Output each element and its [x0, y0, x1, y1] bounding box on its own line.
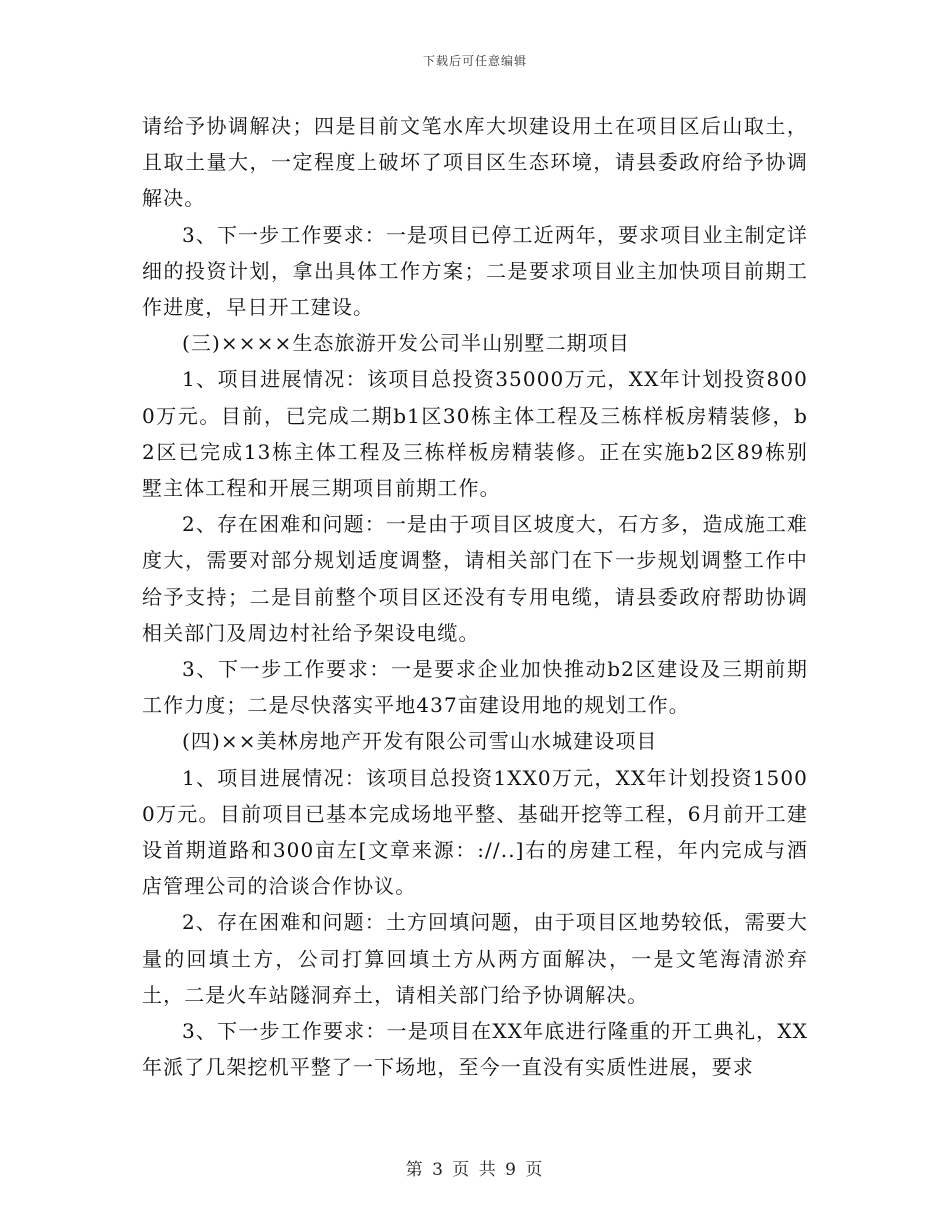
- page-header: 下载后可任意编辑: [422, 54, 527, 68]
- paragraph-2: 3、下一步工作要求：一是项目已停工近两年，要求项目业主制定详细的投资计划，拿出具体工作方案；二是要求项目业主加快项目前期工作进度，早日开工建设。: [142, 222, 808, 320]
- paragraph-6: 3、下一步工作要求：一是要求企业加快推动b2区建设及三期前期工作力度；二是尽快落实平地437亩建设用地的规划工作。: [142, 657, 808, 718]
- paragraph-4: 1、项目进展情况：该项目总投资35000万元，XX年计划投资8000万元。目前，已完成二期b1区30栋主体工程及三栋样板房精装修，b2区已完成13栋主体工程及三栋样板房精装修。正在实施b2区89栋别墅主体工程和开展三期项目前期工作。: [142, 367, 808, 501]
- paragraph-10: 3、下一步工作要求：一是项目在XX年底进行隆重的开工典礼，XX年派了几架挖机平整了一下场地，至今一直没有实质性进展，要求: [142, 1019, 808, 1080]
- document-body: [142, 108, 808, 1085]
- section-heading-3: (三)××××生态旅游开发公司半山别墅二期项目: [182, 331, 630, 356]
- paragraph-5: 2、存在困难和问题：一是由于项目区坡度大，石方多，造成施工难度大，需要对部分规划适度调整，请相关部门在下一步规划调整工作中给予支持；二是目前整个项目区还没有专用电缆，请县委政府帮助协调相关部门及周边村社给予架设电缆。: [142, 512, 808, 645]
- page-footer: 第 3 页 共 9 页: [405, 1160, 545, 1180]
- paragraph-1: 请给予协调解决；四是目前文笔水库大坝建设用土在项目区后山取土，且取土量大，一定程度上破坏了项目区生态环境，请县委政府给予协调解决。: [142, 114, 808, 211]
- section-heading-4: (四)××美林房地产开发有限公司雪山水城建设项目: [182, 729, 658, 754]
- paragraph-8: 1、项目进展情况：该项目总投资1XX0万元，XX年计划投资15000万元。目前项目已基本完成场地平整、基础开挖等工程，6月前开工建设首期道路和300亩左[文章来源：://..]右的房建工程，年内完成与酒店管理公司的洽谈合作协议。: [142, 765, 808, 899]
- paragraph-9: 2、存在困难和问题：土方回填问题，由于项目区地势较低，需要大量的回填土方，公司打算回填土方从两方面解决，一是文笔海清淤弃土，二是火车站隧洞弃土，请相关部门给予协调解决。: [142, 910, 808, 1007]
